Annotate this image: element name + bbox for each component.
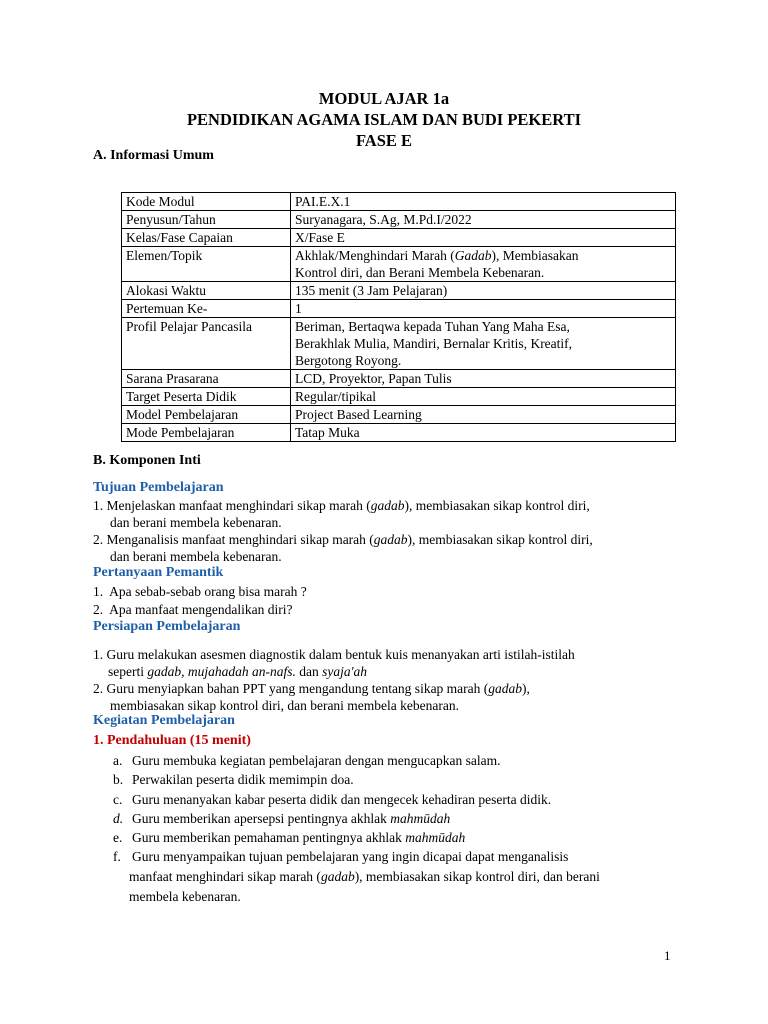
info-table <box>121 192 676 442</box>
value-text: Beriman, Bertaqwa kepada Tuhan Yang Maha Esa, <box>295 319 570 334</box>
list-item <box>93 583 307 600</box>
table-row <box>122 211 676 229</box>
item-number: 2. <box>93 532 104 547</box>
list-item <box>113 791 551 808</box>
item-number: 1. <box>93 647 104 662</box>
persiapan-heading: Persiapan Pembelajaran <box>93 619 241 634</box>
item-letter: f. <box>113 849 121 864</box>
row-key: Target Peserta Didik <box>122 388 291 406</box>
item-letter: b. <box>113 772 124 787</box>
item-text: seperti <box>108 664 148 679</box>
item-letter: c. <box>113 792 123 807</box>
row-key: Kelas/Fase Capaian <box>122 229 291 247</box>
item-text: Menjelaskan manfaat menghindari sikap marah ( <box>106 498 371 513</box>
row-key: Elemen/Topik <box>122 247 291 282</box>
item-italic: gadab <box>370 498 405 513</box>
item-italic: mahmūdah <box>405 830 466 845</box>
list-item <box>113 829 465 846</box>
item-letter: d. <box>113 811 124 826</box>
item-italic: gadab <box>488 681 523 696</box>
value-italic: Gadab <box>454 248 492 263</box>
item-text: Guru menyiapkan bahan PPT yang mengandung tentang sikap marah ( <box>106 681 489 696</box>
table-row <box>122 406 676 424</box>
item-text: dan <box>295 664 323 679</box>
table-row <box>122 282 676 300</box>
pendahuluan-heading: 1. Pendahuluan (15 menit) <box>93 733 251 748</box>
row-value: LCD, Proyektor, Papan Tulis <box>291 370 676 388</box>
item-letter: e. <box>113 830 123 845</box>
list-item <box>113 771 354 788</box>
value-text: Berakhlak Mulia, Mandiri, Bernalar Kritis, Kreatif, <box>295 336 573 351</box>
value-text: ), Membiasakan <box>491 248 579 263</box>
list-item <box>93 601 292 618</box>
row-value: 135 menit (3 Jam Pelajaran) <box>291 282 676 300</box>
item-italic: syaja'ah <box>322 664 368 679</box>
item-text: manfaat menghindari sikap marah ( <box>129 869 321 884</box>
row-key: Model Pembelajaran <box>122 406 291 424</box>
row-value: X/Fase E <box>291 229 676 247</box>
doc-title-line2: PENDIDIKAN AGAMA ISLAM DAN BUDI PEKERTI <box>186 110 582 129</box>
section-b-heading: B. Komponen Inti <box>93 453 201 468</box>
pertanyaan-heading: Pertanyaan Pemantik <box>93 565 224 580</box>
row-key: Sarana Prasarana <box>122 370 291 388</box>
item-text: ), membiasakan sikap kontrol diri, <box>407 532 593 547</box>
item-italic: gadab <box>373 532 408 547</box>
page-number: 1 <box>664 948 671 963</box>
kegiatan-heading: Kegiatan Pembelajaran <box>93 713 235 728</box>
table-row <box>122 300 676 318</box>
section-a-heading: A. Informasi Umum <box>93 148 214 163</box>
row-key: Pertemuan Ke- <box>122 300 291 318</box>
item-text: Perwakilan peserta didik memimpin doa. <box>132 772 354 787</box>
item-text: Apa manfaat mengendalikan diri? <box>109 602 293 617</box>
row-value: Suryanagara, S.Ag, M.Pd.I/2022 <box>291 211 676 229</box>
doc-title-line3: FASE E <box>355 131 413 150</box>
item-number: 2. <box>93 681 104 696</box>
row-key: Penyusun/Tahun <box>122 211 291 229</box>
list-item <box>93 646 575 663</box>
table-row <box>122 318 676 370</box>
item-text: Guru melakukan asesmen diagnostik dalam bentuk kuis menanyakan arti istilah-istilah <box>106 647 575 662</box>
list-item-continuation <box>108 663 367 680</box>
row-key: Mode Pembelajaran <box>122 424 291 442</box>
item-text: Menganalisis manfaat menghindari sikap marah ( <box>106 532 374 547</box>
list-item <box>113 848 568 865</box>
item-text: Guru menyampaikan tujuan pembelajaran yang ingin dicapai dapat menganalisis <box>132 849 569 864</box>
list-item-continuation: membela kebenaran. <box>129 889 241 904</box>
item-text: Guru memberikan apersepsi pentingnya akhlak <box>132 811 391 826</box>
item-text: Guru memberikan pemahaman pentingnya akhlak <box>132 830 406 845</box>
item-italic: gadab <box>320 869 355 884</box>
value-text: Bergotong Royong. <box>295 353 402 368</box>
list-item-continuation: dan berani membela kebenaran. <box>110 515 282 530</box>
list-item <box>93 497 590 514</box>
item-number: 1. <box>93 584 104 599</box>
list-item <box>93 680 530 697</box>
table-row <box>122 370 676 388</box>
item-letter: a. <box>113 753 123 768</box>
table-row <box>122 229 676 247</box>
tujuan-heading: Tujuan Pembelajaran <box>93 480 224 495</box>
row-value: PAI.E.X.1 <box>291 193 676 211</box>
row-value <box>291 247 676 282</box>
row-value: Tatap Muka <box>291 424 676 442</box>
table-row <box>122 388 676 406</box>
table-row <box>122 193 676 211</box>
row-key: Kode Modul <box>122 193 291 211</box>
item-italic: gadab, mujahadah an-nafs. <box>147 664 296 679</box>
table-row <box>122 424 676 442</box>
item-text: ), membiasakan sikap kontrol diri, <box>404 498 590 513</box>
item-number: 2. <box>93 602 104 617</box>
list-item-continuation: dan berani membela kebenaran. <box>110 549 282 564</box>
item-text: ), membiasakan sikap kontrol diri, dan berani <box>354 869 600 884</box>
item-italic: mahmūdah <box>390 811 451 826</box>
row-value: 1 <box>291 300 676 318</box>
list-item-continuation: membiasakan sikap kontrol diri, dan berani membela kebenaran. <box>110 698 460 713</box>
list-item <box>93 531 593 548</box>
row-key: Profil Pelajar Pancasila <box>122 318 291 370</box>
row-value <box>291 318 676 370</box>
item-text: ), <box>522 681 530 696</box>
row-value: Regular/tipikal <box>291 388 676 406</box>
item-number: 1. <box>93 498 104 513</box>
list-item <box>113 752 500 769</box>
item-text: Apa sebab-sebab orang bisa marah ? <box>109 584 307 599</box>
row-value: Project Based Learning <box>291 406 676 424</box>
table-row <box>122 247 676 282</box>
list-item-continuation <box>129 868 600 885</box>
list-item <box>113 810 450 827</box>
doc-title-line1: MODUL AJAR 1a <box>318 89 450 108</box>
item-text: Guru membuka kegiatan pembelajaran dengan mengucapkan salam. <box>132 753 501 768</box>
value-text: Kontrol diri, dan Berani Membela Kebenaran. <box>295 265 545 280</box>
item-text: Guru menanyakan kabar peserta didik dan mengecek kehadiran peserta didik. <box>132 792 552 807</box>
value-text: Akhlak/Menghindari Marah ( <box>295 248 455 263</box>
row-key: Alokasi Waktu <box>122 282 291 300</box>
